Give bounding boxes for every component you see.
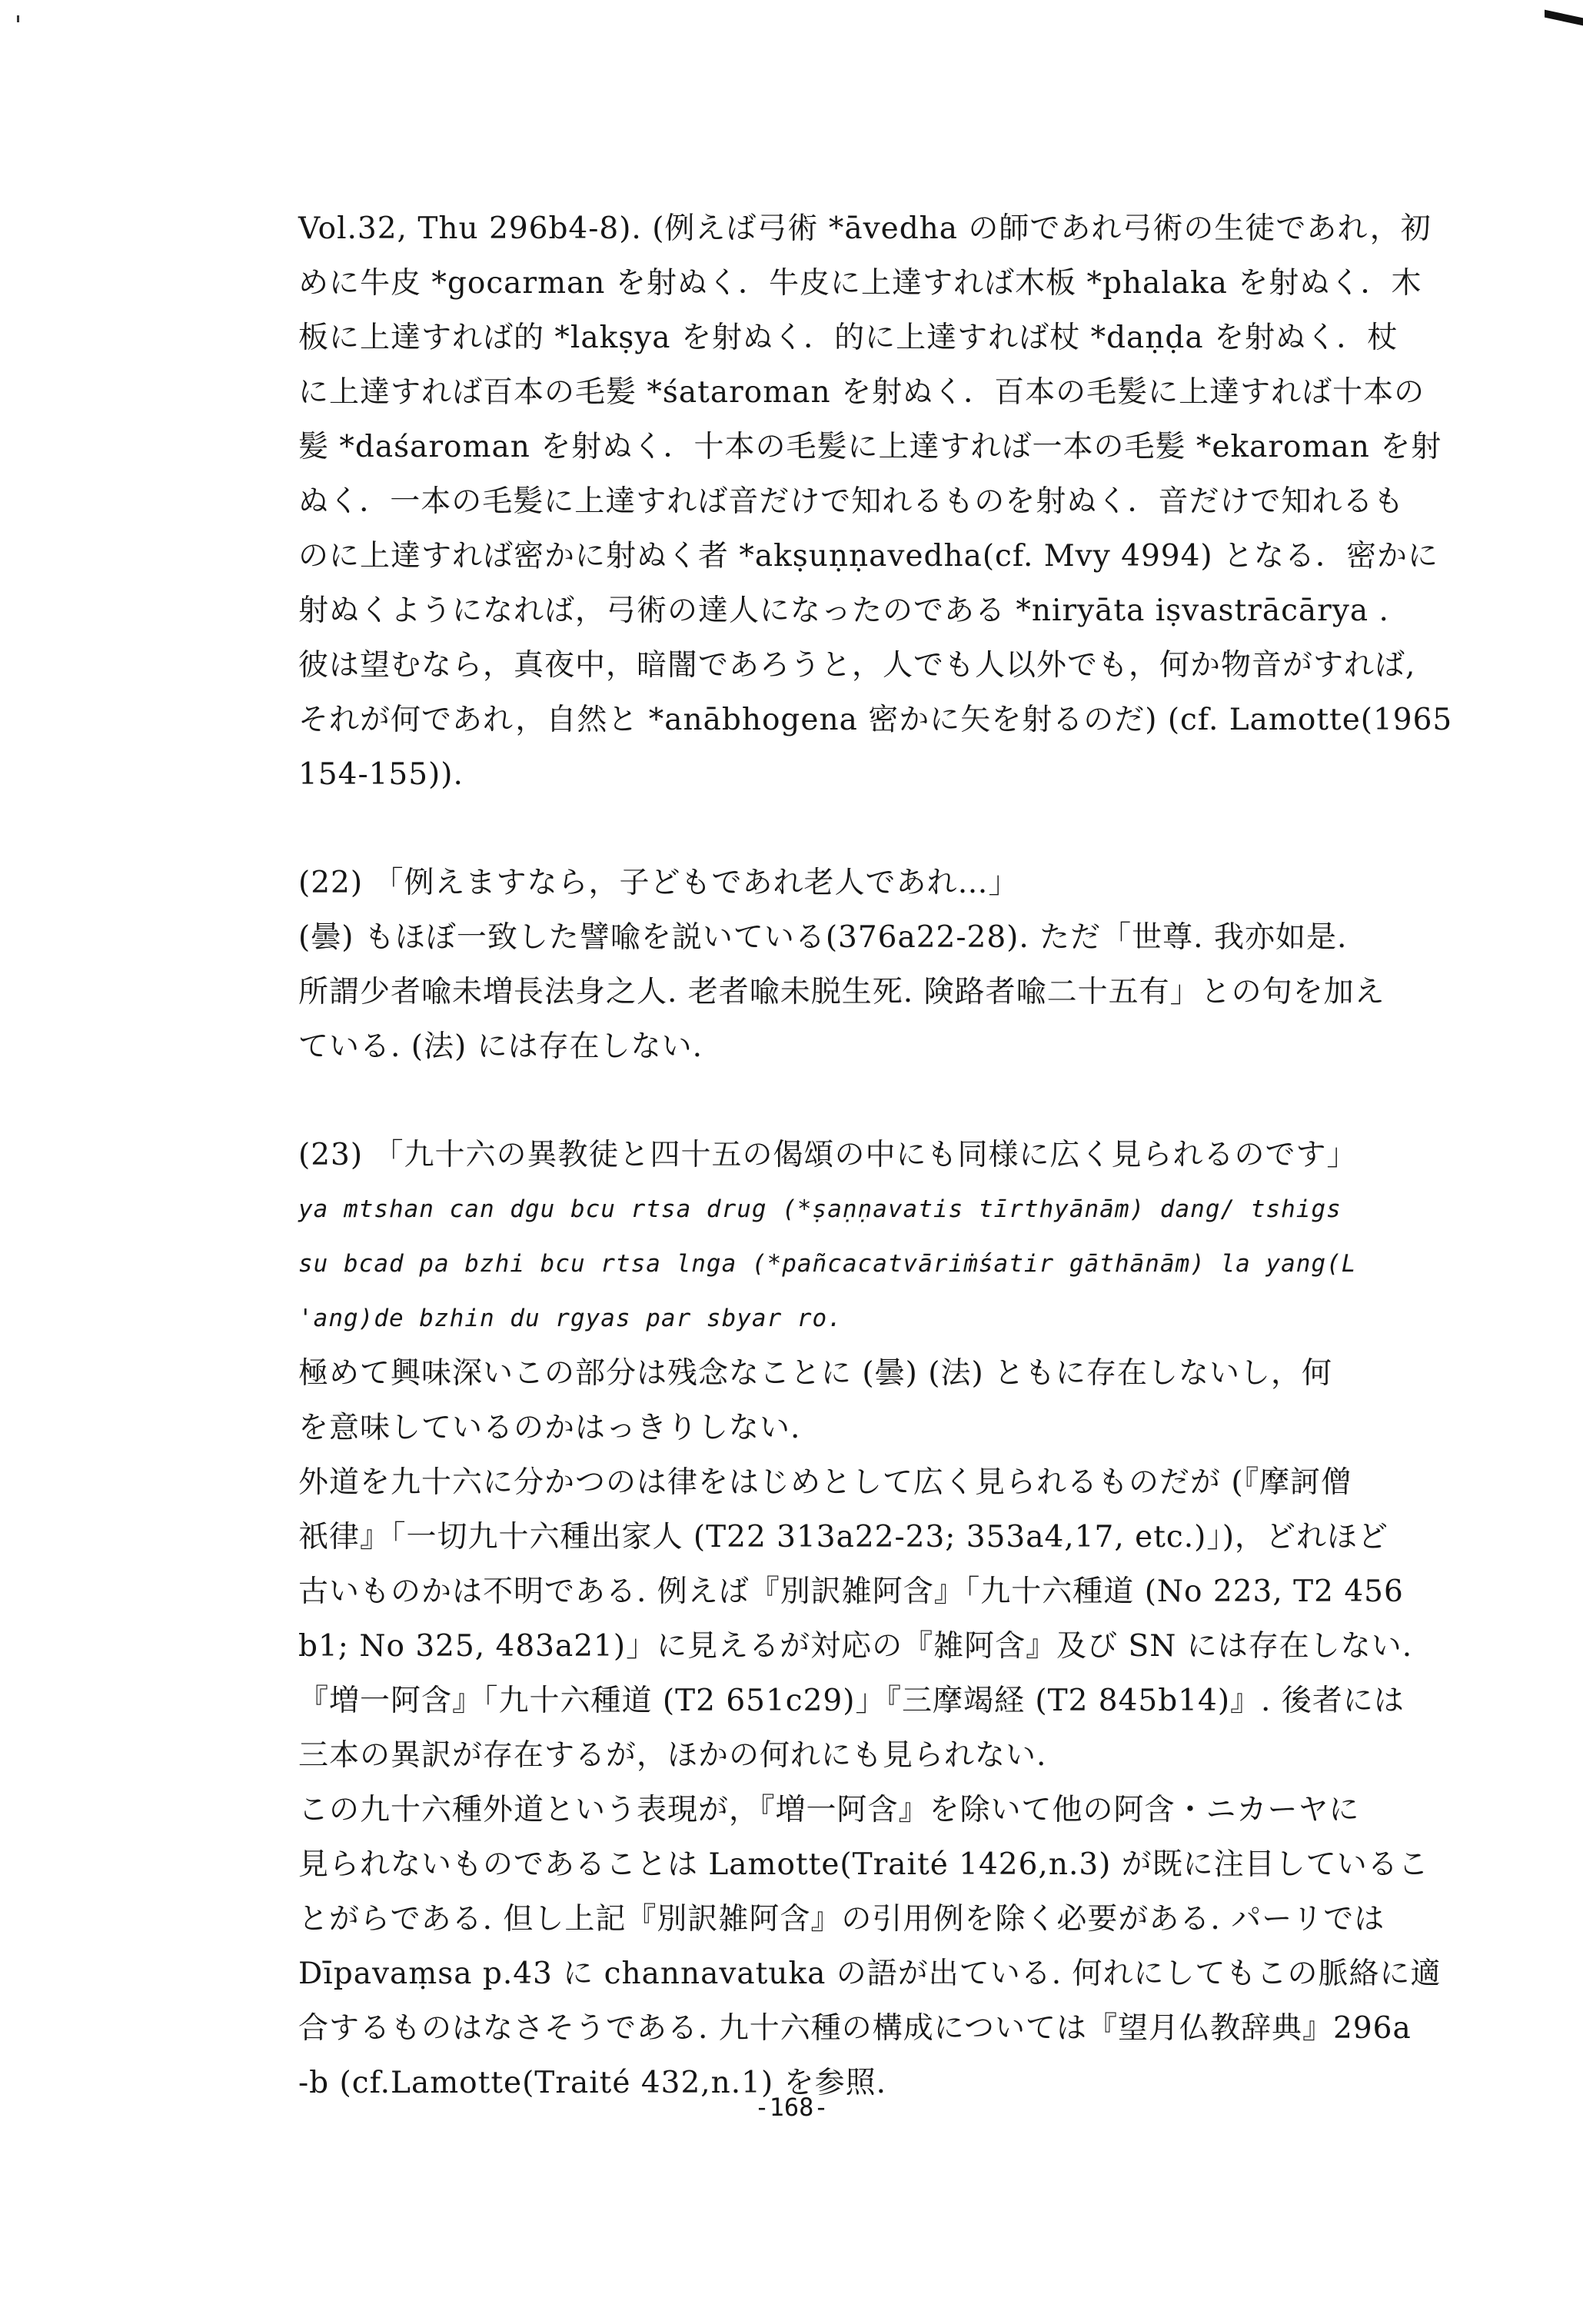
text-line: ぬく．一本の毛髪に上達すれば音だけで知れるものを射ぬく．音だけで知れるも [298, 484, 1405, 519]
tibetan-transliteration-line: ya mtshan can dgu bcu rtsa drug (*ṣaṇṇavatis tīrthyānām) dang/ tshigs [298, 1195, 1342, 1223]
paragraph-gap [298, 802, 1498, 856]
text-line: に上達すれば百本の毛髪 *śataroman を射ぬく．百本の毛髪に上達すれば十本の [298, 375, 1425, 410]
page-number: -168- [754, 2093, 829, 2122]
text-line: とがらである. 但し上記『別訳雑阿含』の引用例を除く必要がある. パーリでは [298, 1902, 1385, 1937]
text-line: Dīpavaṃsa p.43 に channavatuka の語が出ている. 何れにしてもこの脈絡に適 [298, 1957, 1442, 1991]
text-line: 三本の異訳が存在するが，ほかの何れにも見られない. [298, 1738, 1047, 1773]
text-line: を意味しているのかはっきりしない. [298, 1411, 801, 1445]
note-heading-22: (22) 「例えますなら，子どもであれ老人であれ…」 [298, 866, 1019, 900]
scan-corner-mark [1545, 10, 1583, 26]
text-line: 外道を九十六に分かつのは律をはじめとして広く見られるものだが (『摩訶僧 [298, 1465, 1352, 1500]
text-line: 射ぬくようになれば，弓術の達人になったのである *niryāta iṣvastrācārya . [298, 593, 1389, 628]
page-body [298, 201, 1498, 2110]
text-line: b1; No 325, 483a21)」に見えるが対応の『雑阿含』及び SN には存在しない. [298, 1629, 1413, 1664]
text-line: 所謂少者喩未増長法身之人. 老者喩未脱生死. 険路者喩二十五有」との句を加え [298, 975, 1385, 1009]
paragraph-gap [298, 1074, 1498, 1128]
text-line: のに上達すれば密かに射ぬく者 *akṣuṇṇavedha(cf. Mvy 4994) となる．密かに [298, 539, 1439, 574]
text-line: 彼は望むなら，真夜中，暗闇であろうと，人でも人以外でも，何か物音がすれば, [298, 648, 1416, 683]
text-line: 板に上達すれば的 *lakṣya を射ぬく．的に上達すれば杖 *daṇḍa を射ぬく．杖 [298, 321, 1398, 355]
text-line: それが何であれ，自然と *anābhogena 密かに矢を射るのだ) (cf. Lamotte(1965 [298, 703, 1453, 737]
text-line: 見られないものであることは Lamotte(Traité 1426,n.3) が既に注目しているこ [298, 1847, 1429, 1882]
scan-speck [17, 15, 19, 22]
text-line: めに牛皮 *gocarman を射ぬく．牛皮に上達すれば木板 *phalaka を射ぬく．木 [298, 266, 1422, 301]
text-line: 154-155)). [298, 757, 464, 792]
text-line: 髪 *daśaroman を射ぬく．十本の毛髪に上達すれば一本の毛髪 *ekaroman を射 [298, 430, 1442, 464]
text-line: Vol.32, Thu 296b4-8). (例えば弓術 *āvedha の師であれ弓術の生徒であれ，初 [298, 211, 1432, 246]
text-line: 極めて興味深いこの部分は残念なことに (曇) (法) ともに存在しないし，何 [298, 1356, 1333, 1391]
text-line: (曇) もほぼ一致した譬喩を説いている(376a22-28). ただ「世尊. 我亦如是. [298, 920, 1348, 955]
text-line: 合するものはなさそうである. 九十六種の構成については『望月仏教辞典』296a [298, 2011, 1412, 2046]
text-line: ている. (法) には存在しない. [298, 1029, 703, 1064]
text-line: 祇律』「一切九十六種出家人 (T22 313a22-23; 353a4,17, etc.)」)，どれほど [298, 1520, 1389, 1554]
text-line: 『増一阿含』「九十六種道 (T2 651c29)」『三摩竭経 (T2 845b14)』. 後者には [298, 1684, 1405, 1718]
tibetan-transliteration-line: su bcad pa bzhi bcu rtsa lnga (*pañcacatvāriṁśatir gāthānām) la yang(L [298, 1250, 1357, 1278]
text-line: この九十六種外道という表現が，『増一阿含』を除いて他の阿含・ニカーヤに [298, 1793, 1360, 1827]
text-line: -b (cf.Lamotte(Traité 432,n.1) を参照. [298, 2066, 886, 2100]
note-heading-23: (23) 「九十六の異教徒と四十五の偈頌の中にも同様に広く見られるのです」 [298, 1138, 1358, 1172]
text-line: 古いものかは不明である. 例えば『別訳雑阿含』「九十六種道 (No 223, T2 456 [298, 1574, 1404, 1609]
tibetan-transliteration-line: 'ang)de bzhin du rgyas par sbyar ro. [298, 1305, 843, 1332]
